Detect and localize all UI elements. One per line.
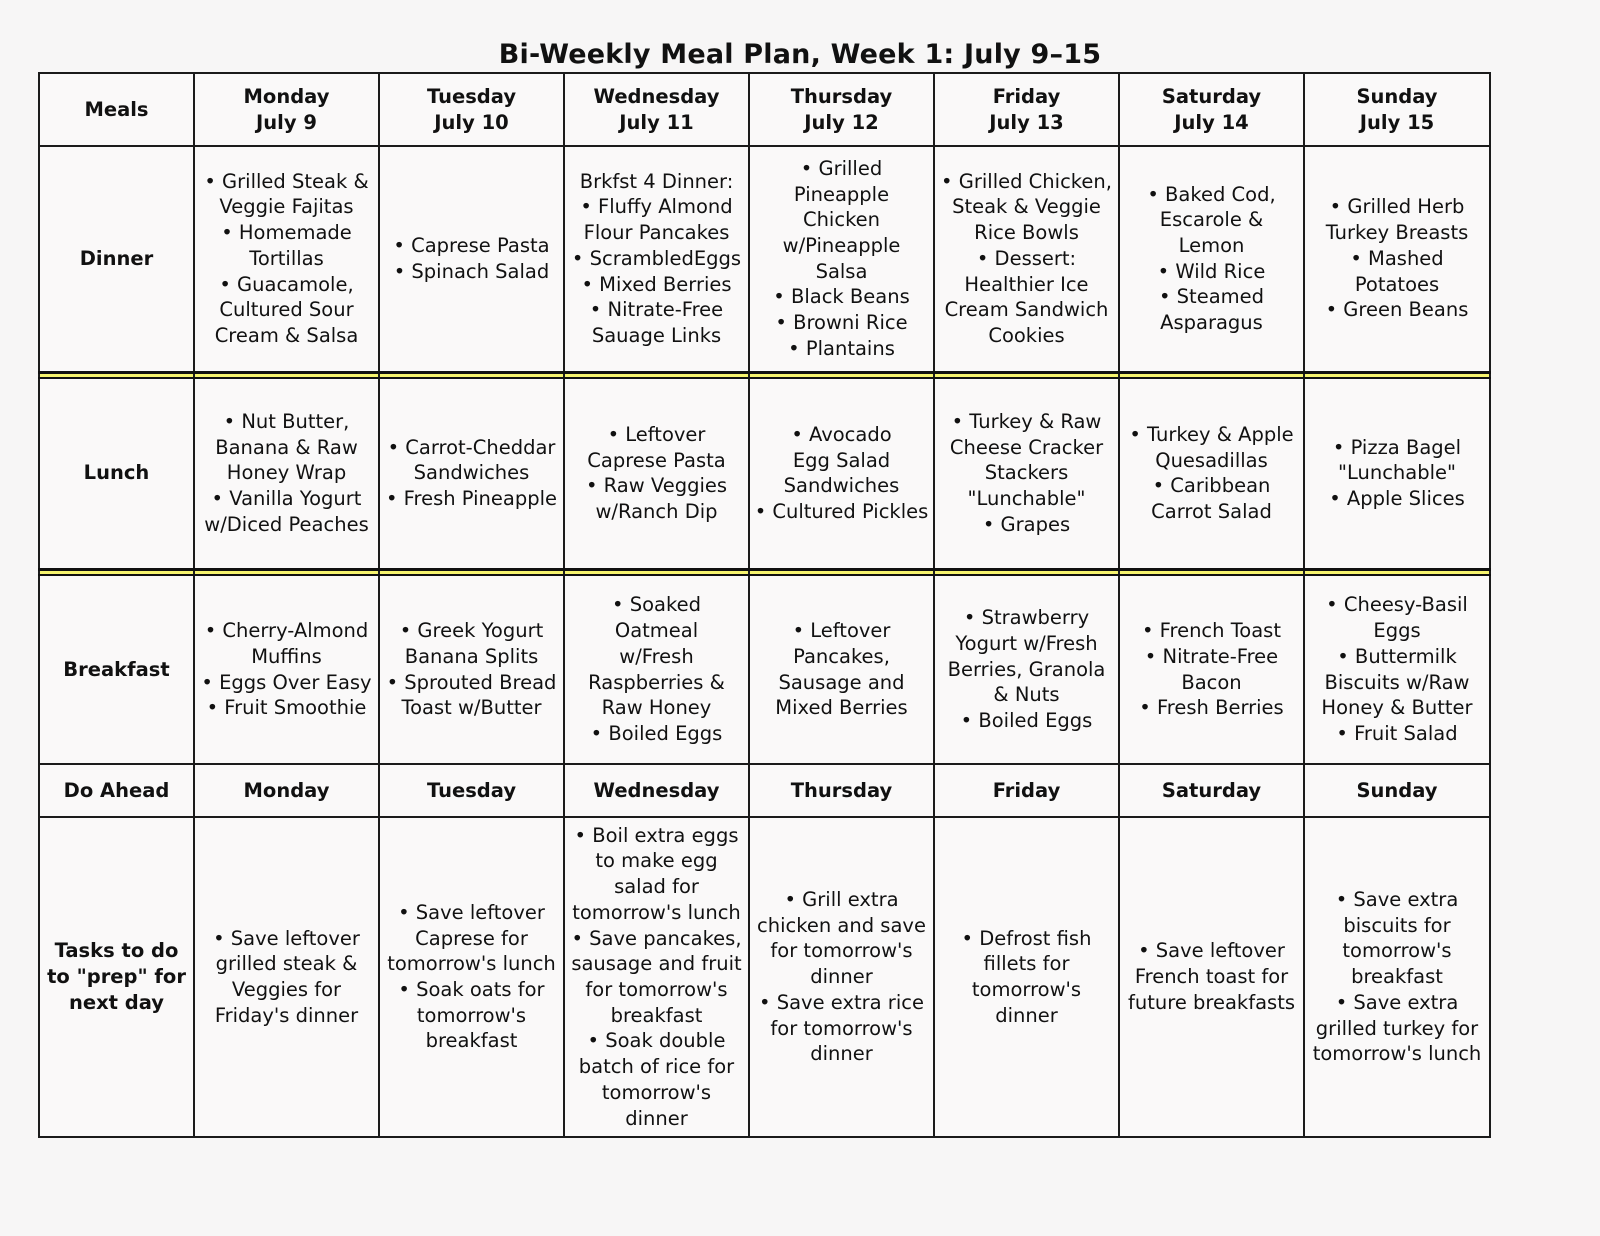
breakfast-label: Breakfast [39, 575, 194, 764]
cell-line: Bacon [1181, 670, 1242, 694]
cell-line: • Browni Rice [775, 311, 908, 335]
tasks-row [39, 817, 1490, 1137]
cell-line: Healthier Ice [964, 272, 1089, 296]
dinner-cell [564, 146, 749, 372]
cell-line: • Steamed [1158, 285, 1265, 309]
cell-line: Mixed Berries [775, 696, 908, 720]
cell-line: • Soaked [612, 593, 701, 617]
cell-line: • French Toast [1141, 619, 1281, 643]
cell-line: biscuits for [1343, 913, 1451, 937]
cell-line: • Buttermilk [1337, 644, 1457, 668]
task-cell [194, 817, 379, 1137]
cell-line: • Guacamole, [219, 272, 354, 296]
cell-line: • Cultured Pickles [754, 499, 929, 523]
cell-line: • Grapes [982, 512, 1071, 536]
cell-line: grilled turkey for [1315, 1016, 1479, 1040]
cell-line: • Mashed [1350, 246, 1444, 270]
cell-line: • Fruit Smoothie [206, 696, 367, 720]
cell-line: for tomorrow's [770, 1016, 913, 1040]
cell-line: • Plantains [788, 336, 895, 360]
cell-line: "Lunchable" [1338, 461, 1456, 485]
cell-line: • Spinach Salad [393, 259, 550, 283]
breakfast-cell [749, 575, 934, 764]
cell-line: • Vanilla Yogurt [211, 487, 362, 511]
cell-line: Flour Pancakes [583, 221, 730, 245]
cell-line: next day [68, 990, 165, 1014]
day-header-friday: Friday July 13 [934, 73, 1119, 146]
cell-line: French toast for [1134, 965, 1289, 989]
do-ahead-day-friday: Friday [934, 764, 1119, 817]
cell-line: Veggie Fajitas [219, 195, 354, 219]
cell-line: Pancakes, [793, 644, 890, 668]
cell-line: • Sprouted Bread [386, 670, 557, 694]
do-ahead-day-thursday: Thursday [749, 764, 934, 817]
cell-line: Banana & Raw [215, 435, 358, 459]
cell-line: Muffins [251, 644, 322, 668]
cell-line: • Caprese Pasta [393, 234, 550, 258]
cell-line: tomorrow's lunch [1312, 1042, 1482, 1066]
lunch-cell [564, 378, 749, 570]
cell-line: • Save extra [1335, 888, 1459, 912]
breakfast-cell [1304, 575, 1490, 764]
cell-line: w/Ranch Dip [595, 499, 718, 523]
cell-line: fillets for [983, 952, 1070, 976]
lunch-cell [1119, 378, 1304, 570]
cell-line: • Grill extra [784, 888, 899, 912]
cell-line: Sandwiches [783, 474, 900, 498]
cell-line: Steak & Veggie [952, 195, 1101, 219]
task-cell [934, 817, 1119, 1137]
cell-line: to make egg [595, 849, 718, 873]
cell-line: Carrot Salad [1151, 499, 1272, 523]
page-title: Bi-Weekly Meal Plan, Week 1: July 9–15 [498, 39, 1102, 70]
cell-line: tomorrow's lunch [387, 952, 556, 976]
cell-line: • Save extra rice [759, 990, 924, 1014]
cell-line: • Homemade [221, 221, 352, 245]
cell-line: future breakfasts [1128, 990, 1295, 1014]
dinner-label: Dinner [39, 146, 194, 372]
cell-line: • Defrost fish [961, 926, 1092, 950]
cell-line: tomorrow's [416, 1003, 527, 1027]
dinner-cell [1304, 146, 1490, 372]
cell-line: breakfast [425, 1029, 518, 1053]
breakfast-cell [379, 575, 564, 764]
breakfast-cell [194, 575, 379, 764]
cell-line: • Nut Butter, [223, 409, 350, 433]
do-ahead-day-sunday: Sunday [1304, 764, 1490, 817]
cell-line: Sausage and [778, 670, 905, 694]
lunch-row [39, 378, 1490, 570]
day-header-wednesday: Wednesday July 11 [564, 73, 749, 146]
cell-line: • Mixed Berries [581, 272, 732, 296]
lunch-cell [379, 378, 564, 570]
cell-line: dinner [625, 1106, 688, 1130]
task-cell [379, 817, 564, 1137]
cell-line: Friday's dinner [214, 1003, 359, 1027]
cell-line: Banana Splits [404, 644, 539, 668]
cell-line: Caprese Pasta [587, 448, 726, 472]
cell-line: • Greek Yogurt [399, 619, 544, 643]
cell-line: • Leftover [607, 422, 706, 446]
cell-line: Cheese Cracker [949, 435, 1104, 459]
lunch-label: Lunch [39, 378, 194, 570]
cell-line: Salsa [815, 259, 868, 283]
cell-line: Berries, Granola [947, 657, 1106, 681]
day-header-monday: Monday July 9 [194, 73, 379, 146]
cell-line: • Soak double [587, 1029, 726, 1053]
task-cell [1119, 817, 1304, 1137]
cell-line: Honey & Butter [1321, 696, 1473, 720]
cell-line: Potatoes [1354, 272, 1440, 296]
breakfast-row [39, 575, 1490, 764]
cell-line: for tomorrow's [770, 939, 913, 963]
task-cell [564, 817, 749, 1137]
cell-line: batch of rice for [578, 1055, 735, 1079]
cell-line: • Grilled Steak & [204, 169, 369, 193]
cell-line: • ScrambledEggs [571, 246, 742, 270]
do-ahead-header-row [39, 764, 1490, 817]
cell-line: • Fruit Salad [1336, 721, 1458, 745]
cell-line: dinner [810, 965, 873, 989]
cell-line: • Avocado [791, 422, 892, 446]
dinner-cell [934, 146, 1119, 372]
cell-line: Chicken [802, 208, 881, 232]
cell-line: to "prep" for [47, 965, 186, 989]
cell-line: • Raw Veggies [585, 474, 728, 498]
cell-line: Oatmeal [614, 619, 699, 643]
cell-line: • Nitrate-Free [589, 298, 724, 322]
cell-line: • Dessert: [976, 246, 1077, 270]
meal-plan-table [38, 72, 1491, 1138]
cell-line: chicken and save [757, 913, 926, 937]
do-ahead-day-monday: Monday [194, 764, 379, 817]
dinner-cell [1119, 146, 1304, 372]
cell-line: sausage and fruit [571, 952, 742, 976]
cell-line: Escarole & [1159, 208, 1264, 232]
cell-line: • Grilled [800, 156, 883, 180]
cell-line: Caprese for [415, 926, 528, 950]
do-ahead-day-tuesday: Tuesday [379, 764, 564, 817]
lunch-cell [1304, 378, 1490, 570]
cell-line: Raw Honey [601, 696, 712, 720]
cell-line: • Turkey & Raw [951, 409, 1102, 433]
day-header-sunday: Sunday July 15 [1304, 73, 1490, 146]
cell-line: • Leftover [792, 619, 891, 643]
cell-line: • Grilled Herb [1329, 195, 1465, 219]
cell-line: • Baked Cod, [1147, 182, 1276, 206]
cell-line: • Soak oats for [398, 978, 545, 1001]
cell-line: Tasks to do [54, 939, 179, 963]
cell-line: • Boiled Eggs [960, 709, 1093, 733]
cell-line: Tortillas [249, 246, 324, 270]
cell-line: • Caribbean [1152, 474, 1271, 498]
cell-line: Veggies for [231, 978, 342, 1001]
cell-line: • Green Beans [1325, 298, 1469, 322]
cell-line: • Save extra [1335, 990, 1459, 1014]
cell-line: dinner [810, 1042, 873, 1066]
cell-line: tomorrow's lunch [572, 900, 741, 924]
do-ahead-day-saturday: Saturday [1119, 764, 1304, 817]
cell-line: for tomorrow's [585, 978, 728, 1001]
do-ahead-day-wednesday: Wednesday [564, 764, 749, 817]
cell-line: Cultured Sour [219, 298, 354, 322]
cell-line: • Fresh Pineapple [385, 487, 558, 511]
cell-line: Toast w/Butter [401, 696, 542, 720]
cell-line: Turkey Breasts [1325, 221, 1469, 245]
cell-line: • Carrot-Cheddar [387, 435, 556, 459]
cell-line: salad for [614, 875, 699, 899]
dinner-cell [379, 146, 564, 372]
cell-line: • Boiled Eggs [590, 721, 723, 745]
cell-line: • Fluffy Almond [580, 195, 733, 219]
task-cell [749, 817, 934, 1137]
lunch-cell [194, 378, 379, 570]
cell-line: • Eggs Over Easy [201, 670, 372, 694]
lunch-cell [749, 378, 934, 570]
cell-line: breakfast [1351, 965, 1443, 989]
cell-line: Lemon [1178, 234, 1245, 258]
cell-line: dinner [995, 1003, 1058, 1027]
dinner-cell [749, 146, 934, 372]
day-header-thursday: Thursday July 12 [749, 73, 934, 146]
dinner-cell [194, 146, 379, 372]
cell-line: Sandwiches [413, 461, 530, 485]
cell-line: Eggs [1373, 619, 1421, 643]
header-row [39, 73, 1490, 146]
cell-line: • Grilled Chicken, [941, 169, 1112, 193]
cell-line: Cream Sandwich [944, 298, 1109, 322]
cell-line: • Cheesy-Basil [1326, 593, 1468, 617]
day-header-saturday: Saturday July 14 [1119, 73, 1304, 146]
task-cell [1304, 817, 1490, 1137]
cell-line: • Nitrate-Free [1144, 644, 1279, 668]
cell-line: • Save pancakes, [571, 926, 742, 950]
dinner-row [39, 146, 1490, 372]
cell-line: w/Fresh [619, 644, 694, 668]
breakfast-cell [564, 575, 749, 764]
cell-line: Asparagus [1160, 311, 1263, 335]
cell-line: • Cherry-Almond [204, 619, 369, 643]
cell-line: Brkfst 4 Dinner: [579, 169, 734, 193]
do-ahead-label: Do Ahead [39, 764, 194, 817]
cell-line: Yogurt w/Fresh [955, 631, 1098, 655]
cell-line: • Fresh Berries [1139, 696, 1284, 720]
cell-line: Quesadillas [1155, 448, 1268, 472]
cell-line: • Black Beans [773, 285, 910, 309]
tasks-label [39, 817, 194, 1137]
cell-line: Raspberries & [588, 670, 725, 694]
cell-line: • Save leftover [213, 926, 360, 950]
cell-line: & Nuts [993, 683, 1060, 707]
cell-line: Biscuits w/Raw [1324, 670, 1470, 694]
cell-line: Egg Salad [792, 448, 891, 472]
cell-line: grilled steak & [215, 952, 358, 976]
cell-line: • Save leftover [398, 900, 545, 924]
cell-line: Cream & Salsa [214, 324, 359, 347]
cell-line: Sauage Links [591, 324, 722, 347]
lunch-cell [934, 378, 1119, 570]
cell-line: • Wild Rice [1157, 259, 1266, 283]
cell-line: "Lunchable" [967, 487, 1086, 511]
day-header-tuesday: Tuesday July 10 [379, 73, 564, 146]
cell-line: • Strawberry [963, 606, 1090, 630]
cell-line: • Turkey & Apple [1129, 422, 1294, 446]
meals-header: Meals [39, 73, 194, 146]
cell-line: Stackers [984, 461, 1069, 485]
cell-line: tomorrow's [1342, 939, 1452, 963]
cell-line: tomorrow's [971, 978, 1082, 1001]
cell-line: w/Diced Peaches [204, 512, 369, 536]
cell-line: w/Pineapple [782, 234, 901, 258]
cell-line: Rice Bowls [974, 221, 1079, 245]
breakfast-cell [934, 575, 1119, 764]
cell-line: • Apple Slices [1329, 487, 1465, 511]
cell-line: • Save leftover [1138, 939, 1285, 963]
cell-line: • Pizza Bagel [1332, 435, 1462, 459]
cell-line: tomorrow's [601, 1080, 712, 1104]
cell-line: breakfast [610, 1003, 703, 1027]
cell-line: Honey Wrap [226, 461, 347, 485]
cell-line: Cookies [988, 324, 1065, 347]
breakfast-cell [1119, 575, 1304, 764]
cell-line: Pineapple [793, 182, 890, 206]
cell-line: • Boil extra eggs [574, 823, 739, 847]
